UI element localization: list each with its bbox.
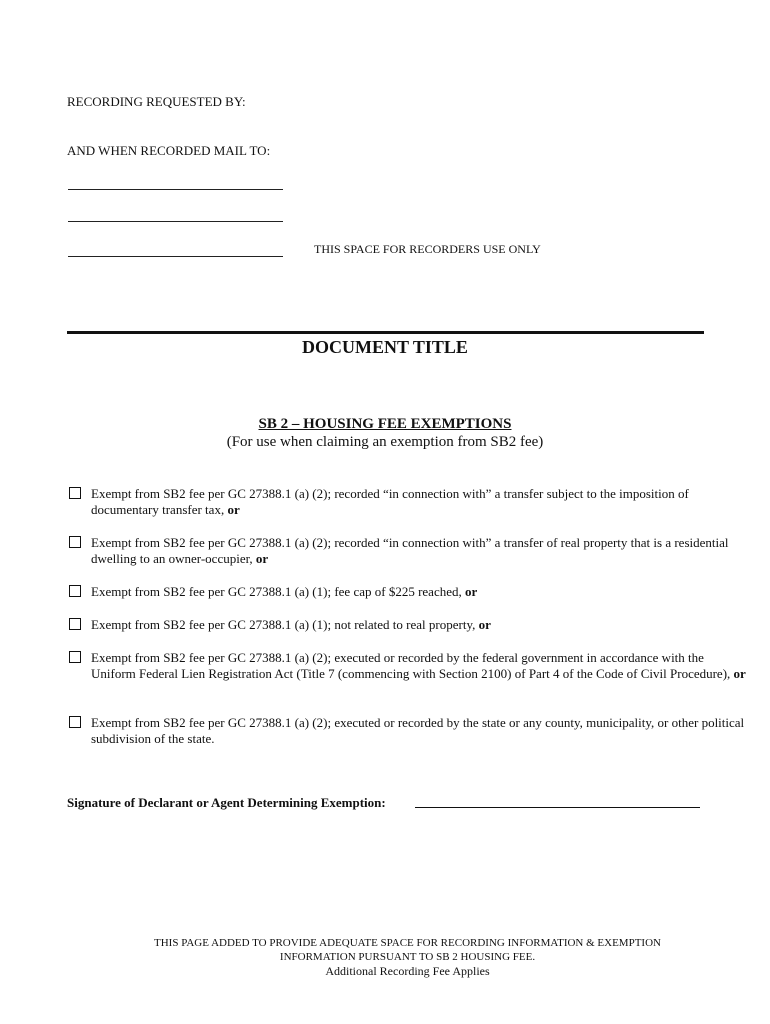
recorders-use-label: THIS SPACE FOR RECORDERS USE ONLY	[314, 242, 541, 256]
footer-fee-note: Additional Recording Fee Applies	[325, 964, 490, 978]
exemption-or: or	[733, 666, 746, 681]
exemption-checkbox[interactable]	[69, 716, 81, 728]
exemption-text: Exempt from SB2 fee per GC 27388.1 (a) (1); not related to real property,	[91, 617, 476, 632]
exemption-text: Exempt from SB2 fee per GC 27388.1 (a) (2); executed or recorded by the federal government in accordance with the Uniform Federal Lien Registration Act (Title 7 (commencing with Section 2100) of Part 4 of the Code of Civil Procedure),	[91, 650, 731, 681]
exemption-item	[69, 715, 749, 747]
mail-to-line-2	[68, 221, 283, 222]
exemption-text: Exempt from SB2 fee per GC 27388.1 (a) (2); recorded “in connection with” a transfer of real property that is a residential dwelling to an owner-occupier,	[91, 535, 729, 566]
footer-line-1: THIS PAGE ADDED TO PROVIDE ADEQUATE SPACE FOR RECORDING INFORMATION & EXEMPTION	[154, 937, 661, 949]
exemption-checkbox[interactable]	[69, 651, 81, 663]
title-rule	[67, 331, 704, 334]
exemption-text: Exempt from SB2 fee per GC 27388.1 (a) (1); fee cap of $225 reached,	[91, 584, 462, 599]
exemption-item	[69, 535, 749, 567]
mail-to-line-1	[68, 189, 283, 190]
exemption-or: or	[255, 551, 269, 566]
exemption-item	[69, 584, 749, 600]
exemption-checkbox[interactable]	[69, 618, 81, 630]
exemption-item	[69, 617, 749, 633]
exemption-item	[69, 650, 749, 682]
exemption-or: or	[227, 502, 240, 517]
exemption-text: Exempt from SB2 fee per GC 27388.1 (a) (2); recorded “in connection with” a transfer subject to the imposition of documentary transfer tax,	[91, 486, 689, 517]
section-subheading: (For use when claiming an exemption from SB2 fee)	[226, 434, 544, 450]
exemption-or: or	[478, 617, 491, 632]
exemption-text: Exempt from SB2 fee per GC 27388.1 (a) (2); executed or recorded by the state or any county, municipality, or other political subdivision of the state.	[91, 715, 745, 746]
exemption-item	[69, 486, 749, 518]
exemption-or: or	[464, 584, 478, 599]
exemption-checkbox[interactable]	[69, 536, 81, 548]
signature-line[interactable]	[415, 807, 700, 808]
section-heading: SB 2 – HOUSING FEE EXEMPTIONS	[258, 416, 512, 432]
exemption-checkbox[interactable]	[69, 487, 81, 499]
signature-label: Signature of Declarant or Agent Determining Exemption:	[67, 795, 386, 810]
exemption-checkbox[interactable]	[69, 585, 81, 597]
mail-to-label: AND WHEN RECORDED MAIL TO:	[67, 143, 271, 158]
section-heading-block	[0, 415, 770, 451]
footer-line-2: INFORMATION PURSUANT TO SB 2 HOUSING FEE.	[279, 951, 536, 963]
document-title: DOCUMENT TITLE	[302, 337, 468, 357]
footer	[0, 936, 770, 978]
recording-requested-by-label: RECORDING REQUESTED BY:	[67, 94, 246, 109]
mail-to-line-3	[68, 256, 283, 257]
